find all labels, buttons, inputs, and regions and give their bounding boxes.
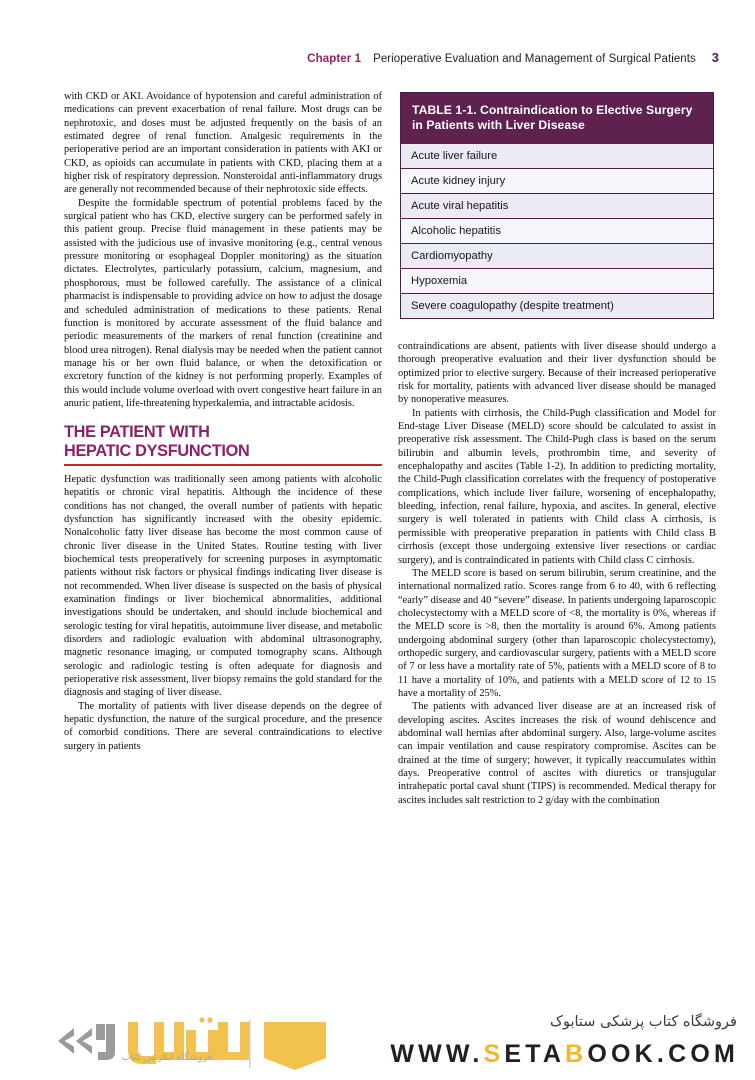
table-row: Acute liver failure — [401, 144, 713, 168]
paragraph: with CKD or AKI. Avoidance of hypotension and careful administration of medications can prevent exacerbation of renal failure. Most drugs can be nephrotoxic, and doses must be adjusted frequently on the basis of an estimated degree of renal function. Analgesic requirements in the perioperative period are an important consideration in patients with AKI or CKD, as opioids can accumulate in patients with CKD, placing them at a higher risk of respiratory depression. Nonsteroidal anti-inflammatory drugs are generally not recommended because of their nephrotoxic side effects. — [64, 91, 382, 196]
footer-url — [390, 1040, 739, 1069]
setabook-logo-icon — [36, 1016, 336, 1074]
url-part: OOK.COM — [587, 1040, 739, 1068]
url-part: ETA — [504, 1040, 566, 1068]
paragraph: In patients with cirrhosis, the Child-Pugh classification and Model for End-stage Liver Disease (MELD) score should be calculated to assist in preoperative risk assessment. The Child-Pugh class is based on the serum bilirubin and albumin levels, prothrombin time, and severity of encephalopathy and ascites (Table 1-2). In addition to predicting mortality, the Child-Pugh classification correlates with the frequency of postoperative complications, which include liver failure, worsening of encephalopathy, bleeding, infection, renal failure, hypoxia, and ascites. In general, elective surgery is well tolerated in patients with Child class A cirrhosis, is permissible with preoperative preparation in patients with Child class B cirrhosis (except those undergoing extensive liver resections or cardiac surgery), and is contraindicated in patients with Child class C cirrhosis. — [398, 407, 716, 566]
paragraph: The patients with advanced liver disease are at an increased risk of developing ascites. Ascites increases the risk of wound dehiscence and abdominal wall hernias after abdominal surgery. Also, large-volume ascites can impair ventilation and cause respiratory compromise. Ascites can be drained at the time of surgery; however, it typically reaccumulates within days. Preoperative control of ascites with diuretics or transjugular intrahepatic portal caval shunt (TIPS) is recommended. Medical therapy for ascites includes salt restriction to 2 g/day with the combination — [398, 701, 716, 806]
right-text-column — [398, 340, 716, 1010]
paragraph: The MELD score is based on serum bilirubin, serum creatinine, and the international normalized ratio. Scores range from 6 to 40, with 6 reflecting “early” disease and 40 “severe” disease. In patients undergoing laparoscopic cholecystectomy with a MELD score of <8, the mortality is 0%, whereas if the MELD score is >8, then the mortality is around 6%. Among patients undergoing abdominal surgery (other than laparoscopic cholecystectomy), orthopedic surgery, and cardiovascular surgery, patients with a MELD score of 7 or less have a mortality rate of 5%, patients with a MELD score of 8 to 11 have a mortality of 10%, and patients with a MELD score of 12 to 15 have a mortality of 25%. — [398, 567, 716, 699]
section-heading-line-1: THE PATIENT WITH — [64, 423, 210, 442]
section-heading — [64, 423, 382, 460]
paragraph: Despite the formidable spectrum of potential problems faced by the surgical patient who has CKD, elective surgery can be performed safely in this patient group. Precise fluid management in these patients may be assisted with the judicious use of invasive monitoring (e.g., central venous pressure monitoring or esophageal Doppler monitoring) as the situation dictates. Electrolytes, particularly potassium, calcium, magnesium, and phosphorous, must be followed carefully. The assistance of a clinical pharmacist is indispensable to providing advice on how to adjust the dosage and scheduled administration of medications to these patients. Renal function is monitored by accurate assessment of the fluid balance and periodic measurements of the markers of renal function (creatinine and blood urea nitrogen). Renal dialysis may be needed when the patient cannot manage his or her own fluid balance, or when the detoxification or excretory function of the kidney is not performing properly. Examples of this would include volume overload with overt congestive heart failure in an anuric patient, life-threatening hyperkalemia, and intractable acidosis. — [64, 197, 382, 409]
section-heading-line-2: HEPATIC DYSFUNCTION — [64, 441, 250, 460]
running-head — [0, 50, 755, 76]
chapter-label: Chapter 1 — [307, 53, 362, 65]
footer-watermark — [0, 1008, 755, 1080]
url-part: B — [565, 1040, 588, 1068]
url-part: WWW. — [390, 1040, 484, 1068]
section-heading-rule — [64, 464, 382, 466]
table-1-1 — [400, 92, 714, 319]
table-body — [401, 144, 713, 318]
table-row: Alcoholic hepatitis — [401, 218, 713, 243]
paragraph: The mortality of patients with liver disease depends on the degree of hepatic dysfunction, the nature of the surgical procedure, and the presence of comorbid conditions. There are several contraindications to elective surgery in patients — [64, 700, 382, 752]
table-number: TABLE 1-1. — [412, 103, 477, 117]
table-title: Contraindication to Elective Surgery in Patients with Liver Disease — [412, 103, 693, 132]
left-text-column — [64, 90, 382, 1010]
table-row: Acute viral hepatitis — [401, 193, 713, 218]
page-number: 3 — [711, 50, 719, 65]
paragraph: contraindications are absent, patients with liver disease should undergo a thorough preoperative evaluation and their liver dysfunction should be optimized prior to elective surgery. Because of their increased perioperative risk for mortality, patients with advanced liver disease should be managed by nonoperative measures. — [398, 341, 716, 406]
table-caption — [401, 93, 713, 144]
paragraph: Hepatic dysfunction was traditionally seen among patients with alcoholic hepatitis or chronic viral hepatitis. Although the incidence of these conditions has not changed, the overall number of patients with hepatic dysfunction has significantly increased with the obesity epidemic. Nonalcoholic fatty liver disease has become the most common cause of chronic liver disease in the United States. Routine testing with liver biochemical tests preoperatively for screening purposes in asymptomatic patients without risk factors or physical findings indicating liver disease is not recommended. When liver disease is suspected on the basis of physical examination findings or liver biochemical abnormalities, additional investigations should be undertaken, and should include biochemical and serologic testing for viral hepatitis, autoimmune liver disease, and metabolic disorders and radiologic evaluation with abdominal ultrasonography, magnetic resonance imaging, or computed tomography scans. Although serologic and radiologic testing is often adequate for diagnosis and perioperative risk assessment, liver biopsy remains the gold standard for the diagnosis and staging of liver disease. — [64, 473, 382, 699]
table-row: Cardiomyopathy — [401, 243, 713, 268]
url-part: S — [483, 1040, 505, 1068]
brand-subtitle: فروشگاه اینترنتی کتاب — [121, 1052, 212, 1063]
running-head-title: Perioperative Evaluation and Management of Surgical Patients — [373, 53, 696, 65]
table-row: Hypoxemia — [401, 268, 713, 293]
table-row: Severe coagulopathy (despite treatment) — [401, 293, 713, 318]
footer-tagline: فروشگاه کتاب پزشکی ستابوک — [549, 1014, 737, 1030]
table-row: Acute kidney injury — [401, 168, 713, 193]
